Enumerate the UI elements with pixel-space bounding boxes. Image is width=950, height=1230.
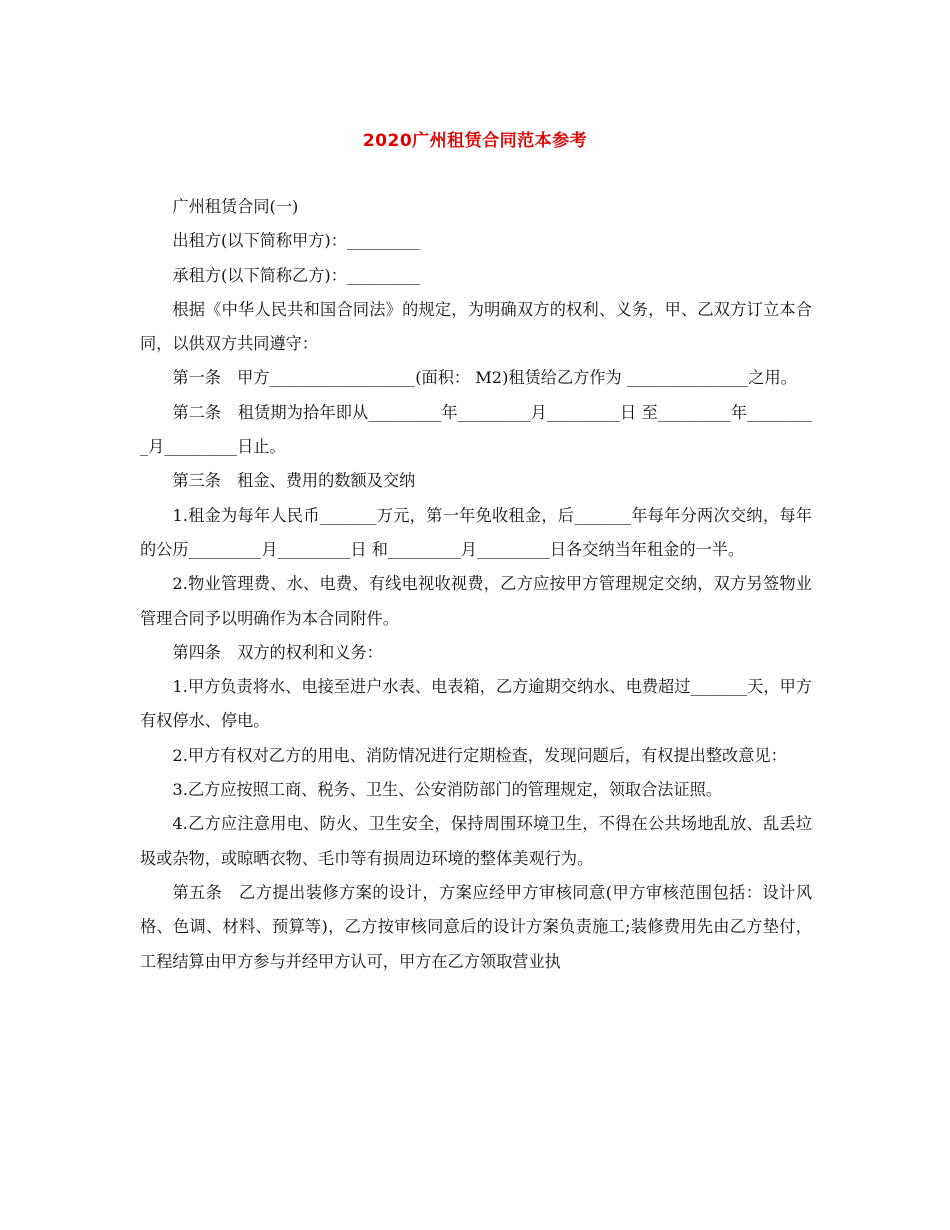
paragraph-article-4-item-3: 3.乙方应按照工商、税务、卫生、公安消防部门的管理规定，领取合法证照。 <box>172 780 723 800</box>
paragraph-contract-name: 广州租赁合同(一) <box>172 197 299 216</box>
paragraph-preamble: 根据《中华人民共和国合同法》的规定，为明确双方的权利、义务，甲、乙双方订立本合同，以供双方共同遵守： <box>140 299 812 354</box>
paragraph-article-4-item-2: 2.甲方有权对乙方的用电、消防情况进行定期检查，发现问题后，有权提出整改意见： <box>172 745 787 765</box>
paragraph-article-4-item-4: 4.乙方应注意用电、防火、卫生安全，保持周围环境卫生，不得在公共场地乱放、乱丢垃圾或杂物，或晾晒衣物、毛巾等有损周边环境的整体美观行为。 <box>140 814 812 868</box>
document-body <box>140 190 812 979</box>
paragraph-lessee: 承租方(以下简称乙方)：_________ <box>172 265 420 285</box>
paragraph-article-2: 第二条 租赁期为拾年即从_________年_________月_________日 至_________年_________月_________日止。 <box>140 402 812 457</box>
paragraph-article-1: 第一条 甲方__________________(面积： M2)租赁给乙方作为 _______________之用。 <box>172 368 797 388</box>
paragraph-article-4-item-1: 1.甲方负责将水、电接至进户水表、电表箱，乙方逾期交纳水、电费超过_______天，甲方有权停水、停电。 <box>140 677 812 731</box>
paragraph-article-3-item-1: 1.租金为每年人民币_______万元，第一年免收租金，后_______年每年分两次交纳，每年的公历_________月_________日 和_________月_________日各交纳当年租金的一半。 <box>140 505 812 559</box>
paragraph-article-4: 第四条 双方的权利和义务： <box>172 642 383 662</box>
paragraph-article-3-item-2: 2.物业管理费、水、电费、有线电视收视费，乙方应按甲方管理规定交纳，双方另签物业管理合同予以明确作为本合同附件。 <box>140 574 812 628</box>
paragraph-article-5: 第五条 乙方提出装修方案的设计，方案应经甲方审核同意(甲方审核范围包括：设计风格、色调、材料、预算等)，乙方按审核同意后的设计方案负责施工;装修费用先由乙方垫付，工程结算由甲方参与并经甲方认可，甲方在乙方领取营业执 <box>140 882 812 971</box>
paragraph-article-3: 第三条 租金、费用的数额及交纳 <box>172 471 416 491</box>
paragraph-lessor: 出租方(以下简称甲方)：_________ <box>172 231 420 251</box>
document-title: 2020广州租赁合同范本参考 <box>362 131 588 151</box>
